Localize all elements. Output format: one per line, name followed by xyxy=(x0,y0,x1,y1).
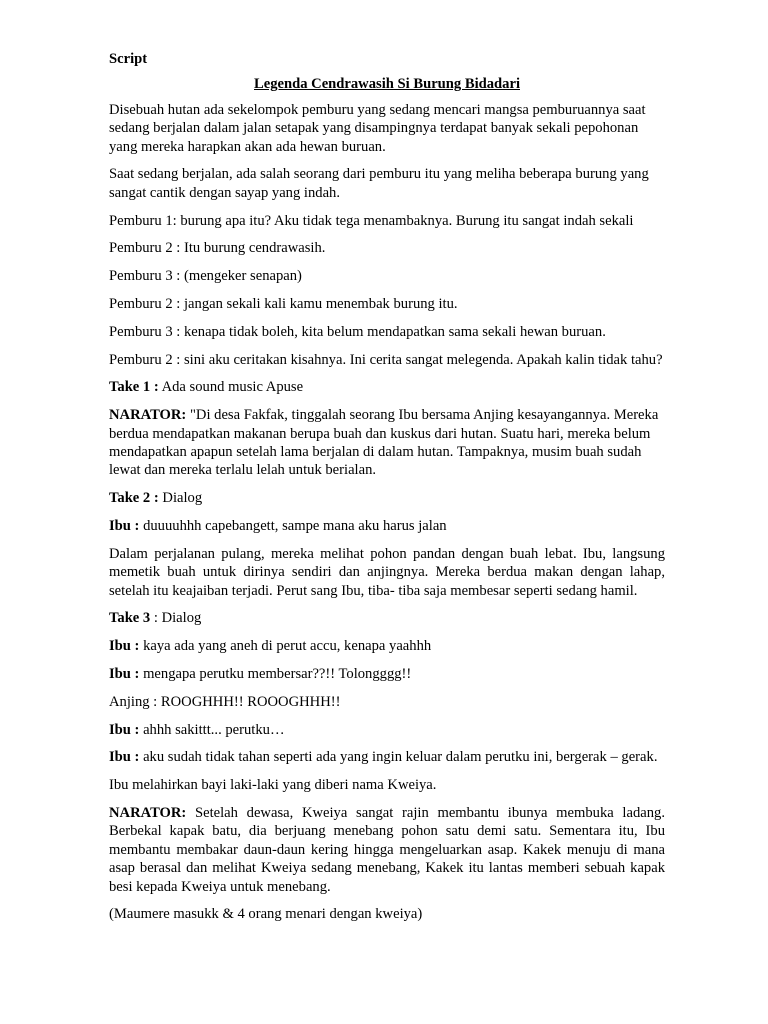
script-paragraph xyxy=(109,748,665,766)
document-heading: Script xyxy=(109,51,148,67)
speaker-label: Ibu : xyxy=(109,518,140,535)
paragraph-text: Dalam perjalanan pulang, mereka melihat pohon pandan dengan buah lebat. Ibu, langsung memetik buah untuk dirinya sendiri dan anjingnya. Mereka berdua makan dengan lahap, setelah itu keajaiban terjadi. Perut sang Ibu, tiba- tiba saja membesar seperti sedang hamil. xyxy=(109,545,665,599)
paragraph-text: Pemburu 3 : (mengeker senapan) xyxy=(109,268,302,285)
script-paragraph xyxy=(109,295,665,313)
speaker-label: Ibu : xyxy=(109,638,140,655)
script-paragraph xyxy=(109,905,665,923)
document-title: Legenda Cendrawasih Si Burung Bidadari xyxy=(254,76,520,93)
script-body xyxy=(109,101,665,924)
script-paragraph xyxy=(109,637,665,655)
script-paragraph xyxy=(109,776,665,794)
script-paragraph xyxy=(109,665,665,683)
script-paragraph xyxy=(109,101,665,156)
script-paragraph xyxy=(109,517,665,535)
paragraph-text: aku sudah tidak tahan seperti ada yang ingin keluar dalam perutku ini, bergerak – gerak. xyxy=(143,749,658,766)
speaker-label: Take 1 : xyxy=(109,379,159,396)
paragraph-text: : Dialog xyxy=(153,610,202,627)
paragraph-text: "Di desa Fakfak, tinggalah seorang Ibu bersama Anjing kesayangannya. Mereka berdua mendapatkan makanan berupa buah dan kuskus dari hutan. Suatu hari, mereka belum mendapatkan apapun setelah lama berjalan di dalam hutan. Tampaknya, musim buah sudah lewat dan mereka terlalu lelah untuk berialan. xyxy=(109,407,659,479)
paragraph-text: Ada sound music Apuse xyxy=(161,379,304,396)
document-page xyxy=(109,50,665,933)
paragraph-text: Pemburu 1: burung apa itu? Aku tidak tega menambaknya. Burung itu sangat indah sekali xyxy=(109,212,634,229)
paragraph-text: Setelah dewasa, Kweiya sangat rajin membantu ibunya membuka ladang. Berbekal kapak batu, dia berjuang menebang pohon satu demi satu. Sementara itu, Ibu membantu membakar daun-daun kering hingga mengeluarkan asap. Kakek menuju di mana asap berasal dan melihat Kweiya sedang menebang, Kakek itu lantas memberi sebuah kapak besi kepada Kweiya untuk menebang. xyxy=(109,805,665,895)
script-paragraph xyxy=(109,489,665,507)
speaker-label: Ibu : xyxy=(109,666,140,683)
script-paragraph xyxy=(109,693,665,711)
speaker-label: NARATOR: xyxy=(109,407,187,424)
paragraph-text: duuuuhhh capebangett, sampe mana aku harus jalan xyxy=(143,518,447,535)
paragraph-text: ahhh sakittt... perutku… xyxy=(143,721,285,738)
script-paragraph xyxy=(109,212,665,230)
script-paragraph xyxy=(109,804,665,896)
paragraph-text: (Maumere masukk & 4 orang menari dengan kweiya) xyxy=(109,906,423,923)
speaker-label: NARATOR: xyxy=(109,805,187,821)
script-paragraph xyxy=(109,165,665,202)
script-paragraph xyxy=(109,267,665,285)
paragraph-text: Pemburu 2 : jangan sekali kali kamu menembak burung itu. xyxy=(109,296,458,313)
paragraph-text: Ibu melahirkan bayi laki-laki yang diberi nama Kweiya. xyxy=(109,777,437,794)
script-paragraph xyxy=(109,721,665,739)
paragraph-text: Pemburu 3 : kenapa tidak boleh, kita belum mendapatkan sama sekali hewan buruan. xyxy=(109,323,606,340)
speaker-label: Take 3 xyxy=(109,610,151,627)
speaker-label: Ibu : xyxy=(109,721,140,738)
paragraph-text: Pemburu 2 : sini aku ceritakan kisahnya. Ini cerita sangat melegenda. Apakah kalin tidak tahu? xyxy=(109,351,663,368)
paragraph-text: Dialog xyxy=(162,490,203,507)
script-paragraph xyxy=(109,406,665,480)
paragraph-text: Disebuah hutan ada sekelompok pemburu yang sedang mencari mangsa pemburuannya saat sedang berjalan dalam jalan setapak yang disampingnya terdapat banyak sekali pepohonan yang mereka harapkan akan ada hewan buruan. xyxy=(109,101,646,155)
script-paragraph xyxy=(109,323,665,341)
script-paragraph xyxy=(109,545,665,600)
paragraph-text: Pemburu 2 : Itu burung cendrawasih. xyxy=(109,240,326,257)
paragraph-text: Anjing : ROOGHHH!! ROOOGHHH!! xyxy=(109,693,341,710)
paragraph-text: kaya ada yang aneh di perut accu, kenapa yaahhh xyxy=(143,638,432,655)
paragraph-text: mengapa perutku membersar??!! Tolongggg!! xyxy=(143,666,412,683)
speaker-label: Take 2 : xyxy=(109,490,159,507)
script-paragraph xyxy=(109,609,665,627)
script-paragraph xyxy=(109,239,665,257)
script-paragraph xyxy=(109,378,665,396)
script-paragraph xyxy=(109,351,665,369)
speaker-label: Ibu : xyxy=(109,749,140,766)
paragraph-text: Saat sedang berjalan, ada salah seorang dari pemburu itu yang meliha beberapa burung yang sangat cantik dengan sayap yang indah. xyxy=(109,166,649,201)
